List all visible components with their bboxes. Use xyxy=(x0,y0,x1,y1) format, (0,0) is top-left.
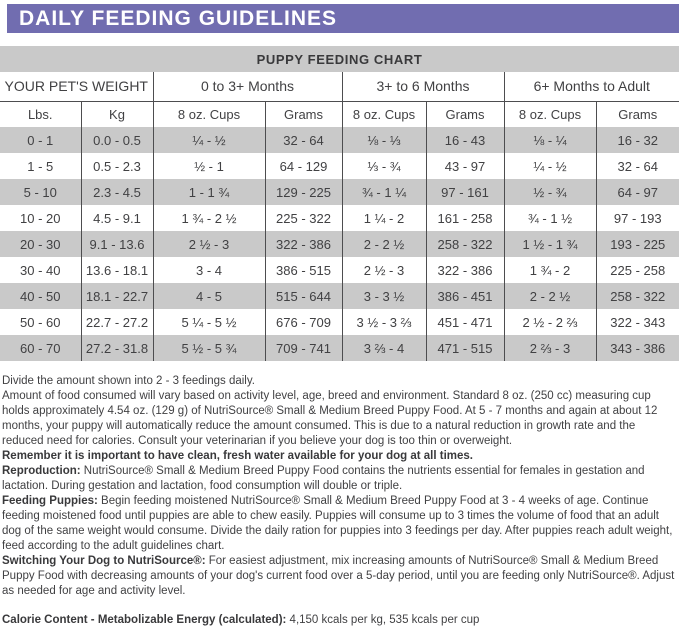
table-cell: 343 - 386 xyxy=(596,335,679,361)
table-cell: 30 - 40 xyxy=(20,262,61,278)
column-header-cups-2: 8 oz. Cups xyxy=(342,101,426,127)
table-cell: 225 - 258 xyxy=(596,257,679,283)
table-cell: 5 ½ - 5 ¾ xyxy=(153,335,265,361)
note-bold: Reproduction: xyxy=(2,465,81,477)
table-cell: 258 - 322 xyxy=(596,283,679,309)
table-cell: 3 ½ - 3 ⅔ xyxy=(342,309,426,335)
table-cell: 225 - 322 xyxy=(265,205,342,231)
table-cell: 2 - 2 ½ xyxy=(504,283,596,309)
column-header-grams-1: Grams xyxy=(265,101,342,127)
column-header-lbs: Lbs. xyxy=(27,106,53,122)
table-cell: 2 ½ - 3 xyxy=(153,231,265,257)
table-cell: 13.6 - 18.1 xyxy=(81,257,153,283)
table-cell: ¼ - ½ xyxy=(153,127,265,153)
table-cell: 64 - 97 xyxy=(596,179,679,205)
table-cell: ¾ - 1 ¼ xyxy=(342,179,426,205)
note-bold: Switching Your Dog to NutriSource®: xyxy=(2,555,206,567)
table-cell: 709 - 741 xyxy=(265,335,342,361)
table-cell: 2 - 2 ½ xyxy=(342,231,426,257)
table-row xyxy=(0,283,679,309)
chart-title-row xyxy=(0,46,679,72)
feeding-chart-table xyxy=(0,46,679,361)
table-cell: 97 - 193 xyxy=(596,205,679,231)
table-cell: 258 - 322 xyxy=(426,231,504,257)
chart-title: PUPPY FEEDING CHART xyxy=(0,46,679,72)
table-cell: 1 - 1 ¾ xyxy=(153,179,265,205)
table-row xyxy=(0,309,679,335)
table-cell: 322 - 343 xyxy=(596,309,679,335)
table-cell: 3 - 3 ½ xyxy=(342,283,426,309)
note-text: For easiest adjustment, mix increasing amounts of NutriSource® Small & Medium Breed Puppy Food with decreasing amounts of your dog's current food over a 5-day period, until you are feeding only NutriSource®. Adjust as needed for age and activity level. xyxy=(2,555,675,597)
table-cell: 386 - 515 xyxy=(265,257,342,283)
table-cell: 43 - 97 xyxy=(426,153,504,179)
notes-section xyxy=(2,374,677,599)
table-cell: 2 ½ - 3 xyxy=(342,257,426,283)
table-cell: ¾ - 1 ½ xyxy=(504,205,596,231)
table-cell: 676 - 709 xyxy=(265,309,342,335)
table-cell: ½ - 1 xyxy=(153,153,265,179)
note-paragraph xyxy=(2,389,677,449)
table-cell: 1 ¼ - 2 xyxy=(342,205,426,231)
note-paragraph xyxy=(2,494,677,554)
table-cell: 0 - 1 xyxy=(27,132,54,148)
table-cell: ⅛ - ⅓ xyxy=(342,127,426,153)
table-cell: 97 - 161 xyxy=(426,179,504,205)
table-cell: 64 - 129 xyxy=(265,153,342,179)
note-paragraph xyxy=(2,449,677,464)
table-row xyxy=(0,335,679,361)
table-cell: 1 ¾ - 2 xyxy=(504,257,596,283)
table-cell: 4.5 - 9.1 xyxy=(81,205,153,231)
calorie-content-line xyxy=(2,613,677,628)
table-cell: ¼ - ½ xyxy=(504,153,596,179)
table-cell: 471 - 515 xyxy=(426,335,504,361)
table-cell: 20 - 30 xyxy=(20,236,61,252)
column-header-row xyxy=(0,101,679,127)
note-bold: Remember it is important to have clean, fresh water available for your dog at all times. xyxy=(2,450,474,462)
table-cell: 40 - 50 xyxy=(20,288,61,304)
table-cell: ⅓ - ¾ xyxy=(342,153,426,179)
table-cell: 451 - 471 xyxy=(426,309,504,335)
table-cell: 10 - 20 xyxy=(20,210,61,226)
page-title-banner xyxy=(7,4,679,33)
note-text: Divide the amount shown into 2 - 3 feedings daily. xyxy=(2,375,255,387)
table-cell: 5 - 10 xyxy=(23,184,57,200)
table-cell: 1 - 5 xyxy=(27,158,54,174)
table-row xyxy=(0,257,679,283)
table-cell: 5 ¼ - 5 ½ xyxy=(153,309,265,335)
note-text: Begin feeding moistened NutriSource® Small & Medium Breed Puppy Food at 3 - 4 weeks of age. Continue feeding moistened food until puppies are able to chew easily. Puppies will consume up to 3 times the volume of food that an adult dog of the same weight would consume. Divide the daily ration for puppies into 3 feedings per day. After puppies reach adult weight, feed according to the adult guidelines chart. xyxy=(2,495,673,552)
note-paragraph xyxy=(2,464,677,494)
calorie-content-value: 4,150 kcals per kg, 535 kcals per cup xyxy=(286,614,480,626)
table-cell: ⅛ - ¼ xyxy=(504,127,596,153)
group-header-0-3-months: 0 to 3+ Months xyxy=(153,72,342,101)
table-cell: 2 ⅔ - 3 xyxy=(504,335,596,361)
note-paragraph xyxy=(2,374,677,389)
table-cell: 16 - 43 xyxy=(426,127,504,153)
group-header-3-6-months: 3+ to 6 Months xyxy=(342,72,504,101)
table-row xyxy=(0,153,679,179)
table-cell: 22.7 - 27.2 xyxy=(81,309,153,335)
group-header-weight: YOUR PET'S WEIGHT xyxy=(0,72,153,101)
table-cell: 50 - 60 xyxy=(20,314,61,330)
table-cell: 386 - 451 xyxy=(426,283,504,309)
table-cell: 18.1 - 22.7 xyxy=(81,283,153,309)
column-header-grams-2: Grams xyxy=(426,101,504,127)
table-cell: 1 ¾ - 2 ½ xyxy=(153,205,265,231)
table-row xyxy=(0,179,679,205)
table-row xyxy=(0,127,679,153)
table-row xyxy=(0,231,679,257)
chart-body xyxy=(0,127,679,361)
group-header-row xyxy=(0,72,679,101)
table-cell: 322 - 386 xyxy=(426,257,504,283)
table-cell: 27.2 - 31.8 xyxy=(81,335,153,361)
table-cell: 193 - 225 xyxy=(596,231,679,257)
column-header-kg: Kg xyxy=(81,101,153,127)
note-text: NutriSource® Small & Medium Breed Puppy Food contains the nutrients essential for females in gestation and lactation. During gestation and lactation, food consumption will double or triple. xyxy=(2,465,645,492)
table-cell: 0.0 - 0.5 xyxy=(81,127,153,153)
group-header-6-adult: 6+ Months to Adult xyxy=(504,72,679,101)
table-cell: 129 - 225 xyxy=(265,179,342,205)
note-bold: Feeding Puppies: xyxy=(2,495,98,507)
column-header-cups-3: 8 oz. Cups xyxy=(504,101,596,127)
table-cell: 161 - 258 xyxy=(426,205,504,231)
column-header-grams-3: Grams xyxy=(596,101,679,127)
table-cell: 322 - 386 xyxy=(265,231,342,257)
note-text: Amount of food consumed will vary based on activity level, age, breed and environment. Standard 8 oz. (250 cc) measuring cup holds approximately 4.54 oz. (129 g) of NutriSource® Small & Medium Breed Puppy Food. At 5 - 7 months and again at about 12 months, your puppy will automatically reduce the amount consumed. This is due to a natural reduction in growth rate and the reduced need for calories. Consult your veterinarian if you believe your dog is too thin or overweight. xyxy=(2,390,658,447)
note-paragraph xyxy=(2,554,677,599)
calorie-content-label: Calorie Content - Metabolizable Energy (calculated): xyxy=(2,614,287,626)
table-cell: 16 - 32 xyxy=(596,127,679,153)
table-cell: ½ - ¾ xyxy=(504,179,596,205)
table-cell: 515 - 644 xyxy=(265,283,342,309)
table-cell: 4 - 5 xyxy=(153,283,265,309)
table-cell: 32 - 64 xyxy=(596,153,679,179)
table-cell: 2.3 - 4.5 xyxy=(81,179,153,205)
table-cell: 2 ½ - 2 ⅔ xyxy=(504,309,596,335)
table-cell: 3 ⅔ - 4 xyxy=(342,335,426,361)
column-header-cups-1: 8 oz. Cups xyxy=(153,101,265,127)
page-title: DAILY FEEDING GUIDELINES xyxy=(19,6,338,30)
table-cell: 3 - 4 xyxy=(153,257,265,283)
table-cell: 9.1 - 13.6 xyxy=(81,231,153,257)
table-row xyxy=(0,205,679,231)
table-cell: 60 - 70 xyxy=(20,340,61,356)
table-cell: 0.5 - 2.3 xyxy=(81,153,153,179)
table-cell: 1 ½ - 1 ¾ xyxy=(504,231,596,257)
table-cell: 32 - 64 xyxy=(265,127,342,153)
